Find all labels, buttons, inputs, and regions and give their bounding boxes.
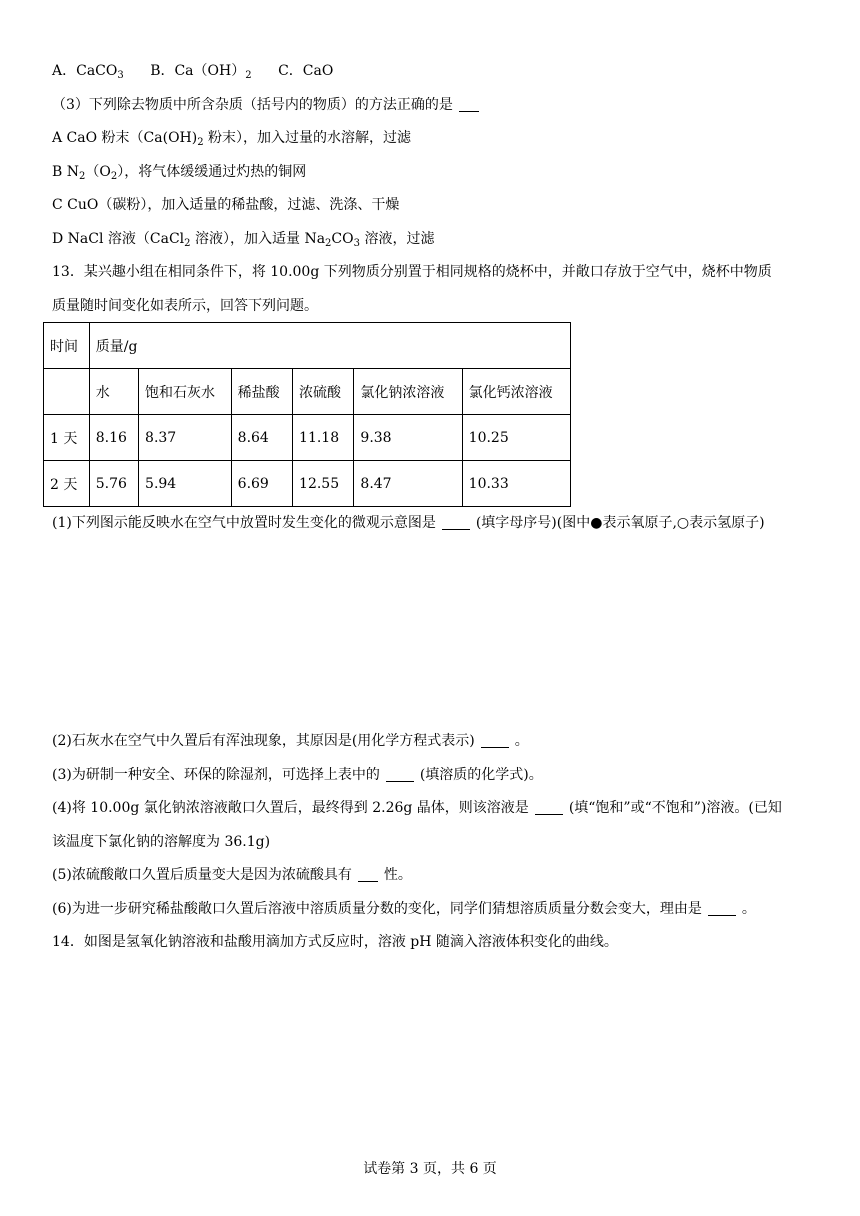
option-b: B．Ca（OH） — [150, 63, 246, 79]
column-header: 饱和石灰水 — [139, 369, 232, 415]
q13-sub1 — [52, 514, 765, 532]
q13-sub4 — [52, 799, 782, 817]
sub: 3 — [353, 238, 360, 249]
mass-table — [43, 322, 571, 507]
text: (6)为进一步研究稀盐酸敞口久置后溶液中溶质质量分数的变化，同学们猜想溶质质量分数会变大，理由是 — [52, 901, 702, 917]
row-label: 2 天 — [44, 461, 90, 507]
table-cell: 5.94 — [139, 461, 232, 507]
column-header: 稀盐酸 — [231, 369, 292, 415]
text: 粉末），加入过量的水溶解，过滤 — [203, 130, 412, 146]
text: (2)石灰水在空气中久置后有浑浊现象，其原因是(用化学方程式表示) — [52, 733, 475, 749]
q12-option-a — [52, 129, 411, 152]
sub: 2 — [197, 137, 204, 148]
q12-option-b — [52, 163, 306, 186]
answer-blank[interactable] — [535, 800, 563, 815]
table-cell: 5.76 — [89, 461, 138, 507]
column-header: 水 — [89, 369, 138, 415]
column-header: 氯化钙浓溶液 — [462, 369, 570, 415]
column-header: 氯化钠浓溶液 — [354, 369, 462, 415]
q12-option-d — [52, 230, 434, 253]
page-footer: 试卷第 3 页，共 6 页 — [363, 1161, 497, 1177]
row-label: 1 天 — [44, 415, 90, 461]
text: 质量随时间变化如表所示，回答下列问题。 — [52, 298, 318, 314]
table-row — [44, 415, 571, 461]
beaker-figures — [50, 540, 670, 725]
answer-blank[interactable] — [442, 515, 470, 530]
table-cell: 11.18 — [293, 415, 354, 461]
text: (填“饱和”或“不饱和”)溶液。(已知 — [568, 800, 782, 816]
q13-stem-line2 — [52, 297, 318, 315]
option-c: C．CaO — [278, 63, 334, 79]
q13-sub2 — [52, 732, 529, 750]
text: (3)为研制一种安全、环保的除湿剂，可选择上表中的 — [52, 767, 380, 783]
text: CO — [331, 231, 354, 247]
table-header-row — [44, 323, 571, 369]
text: 13．某兴趣小组在相同条件下，将 10.00g 下列物质分别置于相同规格的烧杯中，并敞口存放于空气中，烧杯中物质 — [52, 264, 772, 280]
table-cell: 8.16 — [89, 415, 138, 461]
q13-sub5 — [52, 866, 412, 884]
table-row — [44, 461, 571, 507]
table-cell: 9.38 — [354, 415, 462, 461]
text: (4)将 10.00g 氯化钠浓溶液敞口久置后，最终得到 2.26g 晶体，则该溶液是 — [52, 800, 529, 816]
answer-blank[interactable] — [459, 97, 479, 112]
sub: 2 — [245, 70, 252, 81]
table-cell: 8.64 — [231, 415, 292, 461]
header-time: 时间 — [44, 323, 90, 369]
empty-cell — [44, 369, 90, 415]
header-mass: 质量/g — [89, 323, 570, 369]
q13-sub4-line2 — [52, 833, 270, 851]
text: 性。 — [383, 867, 412, 883]
table-cell: 6.69 — [231, 461, 292, 507]
table-cell: 8.47 — [354, 461, 462, 507]
sub: 2 — [79, 171, 86, 182]
text: D NaCl 溶液（CaCl — [52, 231, 185, 247]
text: (填字母序号)(图中●表示氧原子,○表示氢原子) — [475, 515, 765, 531]
q12-options — [52, 62, 333, 85]
table-cell: 10.25 — [462, 415, 570, 461]
stem-text: （3）下列除去物质中所含杂质（括号内的物质）的方法正确的是 — [52, 97, 453, 113]
text: 该温度下氯化钠的溶解度为 36.1g) — [52, 834, 271, 850]
table-cell: 8.37 — [139, 415, 232, 461]
q13-stem-line1 — [52, 263, 772, 281]
sub: 3 — [117, 70, 124, 81]
q12-option-c — [52, 196, 399, 214]
answer-blank[interactable] — [358, 867, 378, 882]
table-cell: 12.55 — [293, 461, 354, 507]
table-cell: 10.33 — [462, 461, 570, 507]
text: 。 — [514, 733, 529, 749]
option-a: A．CaCO — [52, 63, 118, 79]
answer-blank[interactable] — [386, 767, 414, 782]
text: C CuO（碳粉），加入适量的稀盐酸，过滤、洗涤、干燥 — [52, 197, 400, 213]
text: 。 — [741, 901, 756, 917]
sub: 2 — [184, 238, 191, 249]
sub: 2 — [325, 238, 332, 249]
table-column-row — [44, 369, 571, 415]
text: (填溶质的化学式)。 — [419, 767, 543, 783]
text: (1)下列图示能反映水在空气中放置时发生变化的微观示意图是 — [52, 515, 436, 531]
text: 14．如图是氢氧化钠溶液和盐酸用滴加方式反应时，溶液 pH 随滴入溶液体积变化的曲线。 — [52, 934, 618, 950]
q12-sub3-stem — [52, 96, 485, 114]
column-header: 浓硫酸 — [293, 369, 354, 415]
text: 溶液，过滤 — [360, 231, 435, 247]
answer-blank[interactable] — [708, 901, 736, 916]
text: （O — [85, 164, 111, 180]
q13-sub6 — [52, 900, 756, 918]
answer-blank[interactable] — [481, 733, 509, 748]
q14-stem — [52, 933, 618, 951]
text: A CaO 粉末（Ca(OH) — [52, 130, 198, 146]
text: 溶液），加入适量 Na — [190, 231, 326, 247]
text: (5)浓硫酸敞口久置后质量变大是因为浓硫酸具有 — [52, 867, 352, 883]
q13-sub3 — [52, 766, 543, 784]
text: ），将气体缓缓通过灼热的铜网 — [117, 164, 307, 180]
sub: 2 — [110, 171, 118, 182]
text: B N — [52, 164, 79, 180]
